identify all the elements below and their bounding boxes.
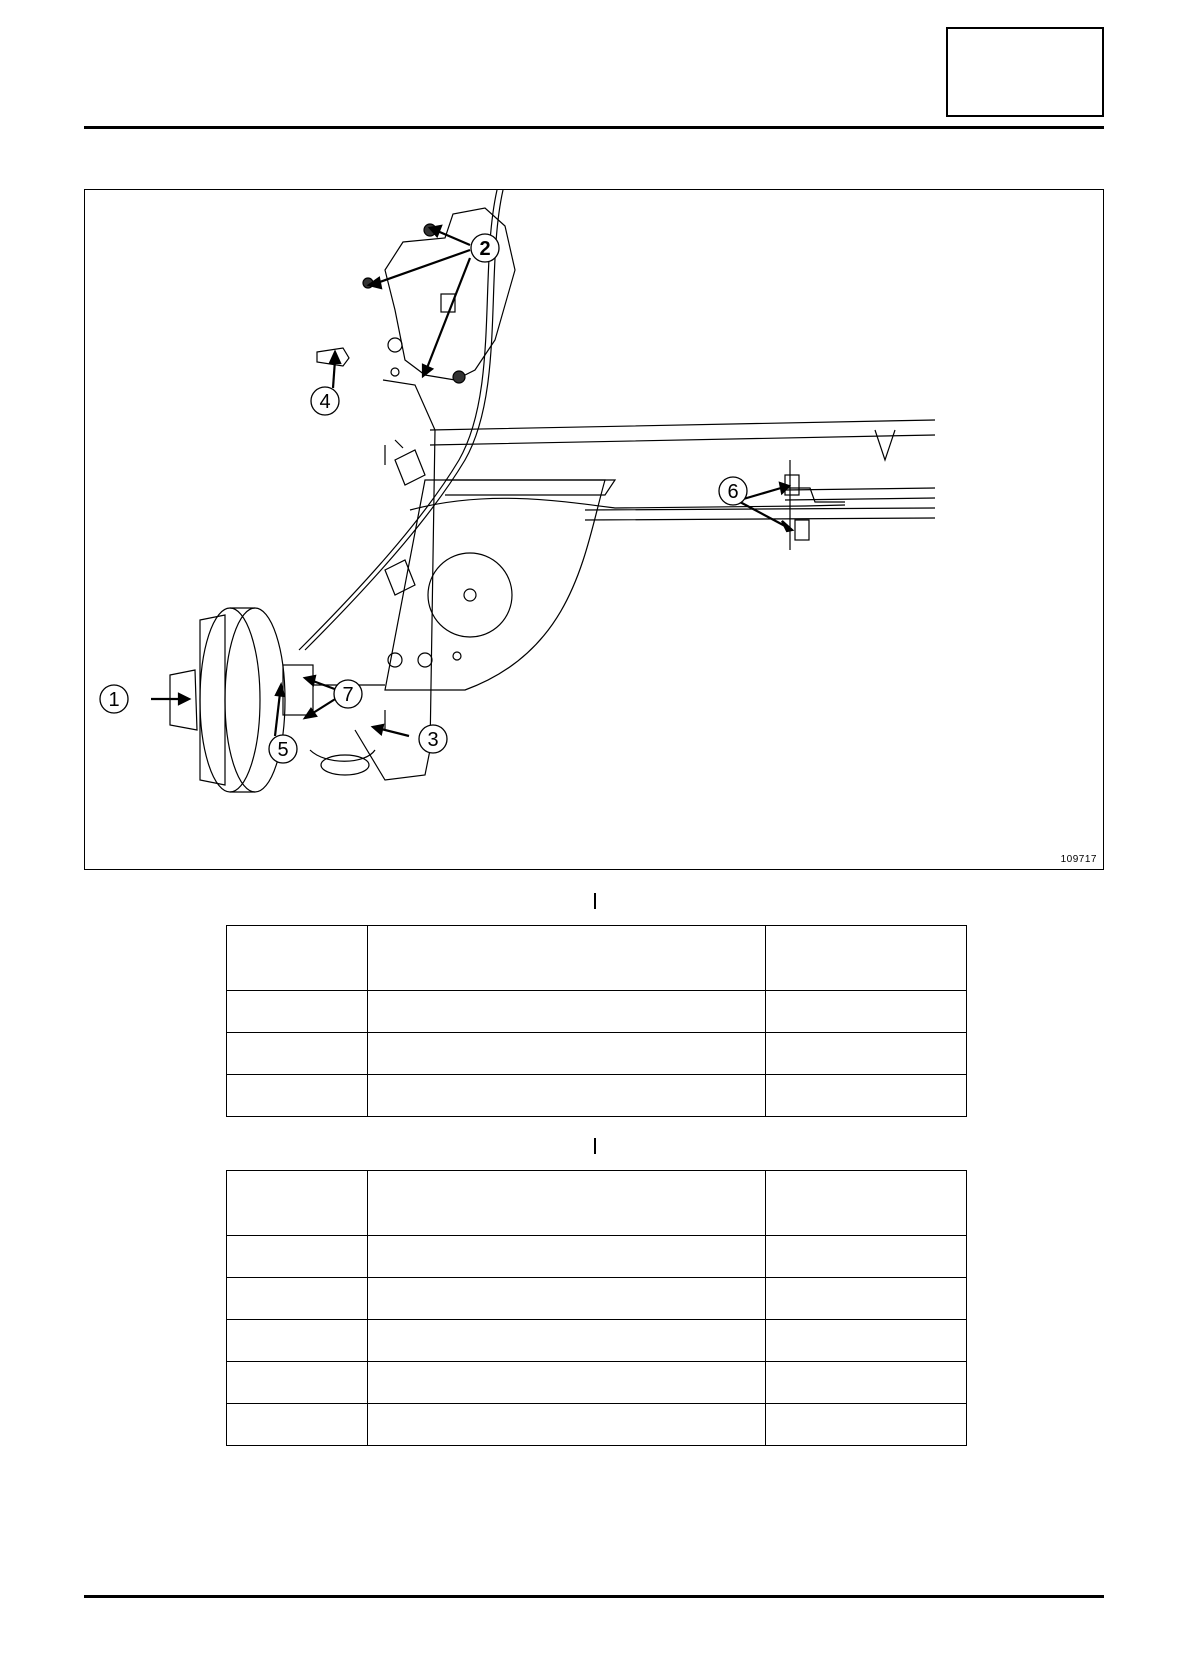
spec-table-1 [226, 925, 967, 1117]
axle-stub [321, 755, 369, 775]
rear-axle-illustration [85, 190, 1104, 870]
header-rule [84, 126, 1104, 129]
figure-reference: 109717 [1060, 854, 1097, 865]
cross-beam [430, 420, 935, 445]
spec-table-2 [226, 1170, 967, 1446]
brake-drum [200, 608, 260, 792]
section-marker [594, 1138, 596, 1154]
spring-seat [428, 553, 512, 637]
callout-2: 2 [479, 238, 491, 260]
callout-1: 1 [108, 689, 120, 711]
callout-5: 5 [277, 739, 289, 761]
bracket-bolt-bottom [453, 371, 465, 383]
table-row [227, 1075, 967, 1117]
technical-figure [84, 189, 1104, 870]
callout-4: 4 [319, 391, 331, 413]
table-row [227, 1033, 967, 1075]
table-row [227, 1320, 967, 1362]
brake-cable [305, 190, 503, 650]
page-number-box [946, 27, 1104, 117]
callout-3: 3 [427, 729, 439, 751]
table-header [227, 926, 967, 991]
callout-7: 7 [342, 684, 354, 706]
section-marker [594, 893, 596, 909]
table-row [227, 1236, 967, 1278]
table-row [227, 1362, 967, 1404]
table-row [227, 991, 967, 1033]
table-row [227, 1404, 967, 1446]
brake-line [410, 498, 845, 510]
callout-6: 6 [727, 481, 739, 503]
table-header [227, 1171, 967, 1236]
footer-rule [84, 1595, 1104, 1598]
table-row [227, 1278, 967, 1320]
